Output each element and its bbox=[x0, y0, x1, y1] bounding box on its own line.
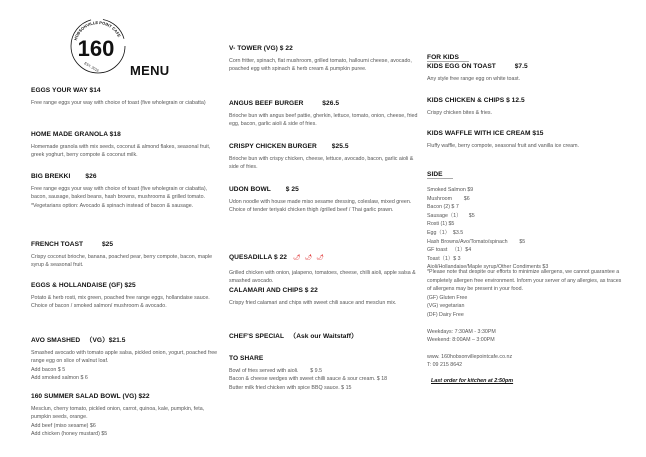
last-order-note: Last order for kitchen at 2:50pm bbox=[431, 377, 514, 384]
side-list bbox=[427, 186, 548, 272]
side-item: Mushroom $6 bbox=[427, 195, 470, 202]
item-heading: KIDS EGG ON TOAST $7.5 bbox=[427, 63, 528, 70]
contact-info bbox=[427, 353, 627, 370]
opening-hours bbox=[427, 328, 627, 345]
item-heading: BIG BREKKI $26 bbox=[31, 173, 97, 180]
description-line: Add chicken (honey mustard) $5 bbox=[31, 431, 108, 438]
description-line: Potato & herb rosti, mix green, poached free range eggs, hollandaise sauce. bbox=[31, 295, 210, 301]
menu-item bbox=[31, 241, 221, 270]
menu-item bbox=[229, 355, 424, 392]
description-line: Brioche bun with angus beef pattie, gherkin, lettuce, tomato, onion, cheese, fried egg, bacon, garlic aioli & side of fries. bbox=[229, 113, 419, 128]
item-heading: UDON BOWL $ 25 bbox=[229, 186, 299, 193]
item-description bbox=[229, 57, 424, 74]
description-line: Corn fritter, spinach, flat mushroom, grilled tomato, halloumi cheese, avocado, poached egg with spinach & herb cream & pumpkin puree. bbox=[229, 58, 414, 73]
description-line: Mesclun, cherry tomato, pickled onion, carrot, quinoa, kale, pumpkin, feta, pumpkin seeds, orange. bbox=[31, 406, 206, 421]
item-description bbox=[31, 294, 221, 311]
side-item: Sausage（1） $5 bbox=[427, 212, 475, 219]
description-line: Add smoked salmon $ 6 bbox=[31, 375, 88, 382]
for-kids-label: FOR KIDS bbox=[427, 54, 469, 62]
item-description bbox=[229, 269, 424, 286]
item-description bbox=[229, 198, 424, 215]
item-description bbox=[427, 142, 627, 150]
hours-line: Weekend: 8:00AM – 3:00PM bbox=[427, 337, 495, 344]
menu-item bbox=[427, 63, 627, 83]
notes bbox=[427, 268, 627, 384]
diet-legend bbox=[427, 294, 627, 320]
menu-item bbox=[229, 100, 424, 129]
legend-item: (DF) Dairy Free bbox=[427, 311, 464, 318]
item-description bbox=[229, 299, 424, 307]
menu-item bbox=[229, 143, 424, 172]
menu-item bbox=[229, 330, 424, 340]
menu-item bbox=[31, 131, 221, 160]
svg-text:HOBSONVILLE POINT CAFE: HOBSONVILLE POINT CAFE bbox=[72, 19, 122, 41]
item-description bbox=[31, 99, 221, 107]
menu-item bbox=[229, 186, 424, 215]
item-description bbox=[31, 405, 221, 439]
item-heading: EGGS YOUR WAY $14 bbox=[31, 87, 101, 94]
menu-item bbox=[427, 130, 627, 150]
description-line: Free range eggs your way with choice of toast (five wholegrain or ciabatta) bbox=[31, 100, 206, 106]
item-description bbox=[229, 112, 424, 129]
item-heading: EGGS & HOLLANDAISE (GF) $25 bbox=[31, 282, 136, 289]
description-line: Choice of tender teriyaki chicken thigh /grilled beef / Thai garlic prawn. bbox=[229, 207, 394, 214]
menu-item bbox=[229, 287, 424, 307]
item-description bbox=[31, 143, 221, 160]
item-heading: CHEF'S SPECIAL （Ask our Waitstaff） bbox=[229, 333, 358, 340]
side-item: Hash Browns/Avo/Tomato/spinach $5 bbox=[427, 238, 526, 245]
menu-item bbox=[31, 173, 221, 210]
menu-item bbox=[229, 246, 424, 286]
description-line: Crispy coconut brioche, banana, poached pear, berry compote, bacon, maple syrup & seasonal fruit. bbox=[31, 254, 214, 269]
description-line: Crispy chicken bites & fries. bbox=[427, 110, 493, 116]
item-heading: ANGUS BEEF BURGER $26.5 bbox=[229, 100, 340, 107]
side-item: Egg（1） $3.5 bbox=[427, 229, 464, 236]
side-item: Rosti (1) $5 bbox=[427, 221, 455, 228]
side-item: Bacon (2) $ 7 bbox=[427, 204, 459, 211]
description-line: Smashed avocado with tomato apple salsa, pickled onion, yogurt, poached free range egg on slice of walnut loaf. bbox=[31, 350, 219, 365]
item-heading: FRENCH TOAST $25 bbox=[31, 241, 114, 248]
item-heading: V- TOWER (VG) $ 22 bbox=[229, 45, 293, 52]
item-heading: AVO SMASHED （VG）$21.5 bbox=[31, 337, 126, 344]
item-heading: HOME MADE GRANOLA $18 bbox=[31, 131, 121, 138]
description-line: Bowl of fries served with aioli. $ 9.5 bbox=[229, 368, 323, 374]
description-line: Butter milk fried chicken with spice BBQ sauce. $ 15 bbox=[229, 384, 352, 391]
svg-text:EST. 2016: EST. 2016 bbox=[83, 61, 100, 73]
description-line: Fluffy waffle, berry compote, seasonal fruit and vanilla ice cream. bbox=[427, 143, 580, 149]
item-description bbox=[229, 367, 424, 392]
side-item: Smoked Salmon $9 bbox=[427, 187, 474, 193]
side-label: SIDE bbox=[427, 171, 453, 179]
item-heading: KIDS CHICKEN & CHIPS $ 12.5 bbox=[427, 97, 525, 104]
description-line: *Vegetarians option: Avocado & spinach instead of bacon & sausage. bbox=[31, 202, 194, 209]
description-line: Crispy fried calamari and chips with sweet chili sauce and mesclun mix. bbox=[229, 300, 397, 306]
description-line: Brioche bun with crispy chicken, cheese, lettuce, avocado, bacon, garlic aioli & side of fries. bbox=[229, 156, 415, 171]
allergen-note: *Please note that despite our efforts to minimize allergens, we cannot guarantee a completely allergen free environment. Inform your server of any allergies, as traces of allergens may be present in your food. bbox=[427, 269, 622, 293]
menu-item bbox=[229, 45, 424, 74]
item-heading: 160 SUMMER SALAD BOWL (VG) $22 bbox=[31, 393, 150, 400]
description-line: Bacon & cheese wedges with sweet chilli sauce & sour cream. $ 18 bbox=[229, 376, 388, 383]
description-line: Add beef (miso sesame) $6 bbox=[31, 422, 96, 429]
menu-item bbox=[427, 97, 627, 117]
hours-line: Weekdays: 7:30AM - 3:30PM bbox=[427, 328, 496, 335]
side-item: Aioli/Hollandaise/Maple syrup/Other Condiments $3 bbox=[427, 264, 549, 271]
side-item: Toast（1）$ 3 bbox=[427, 255, 461, 262]
description-line: Free range eggs your way with choice of toast (five wholegrain or ciabatta), bacon, sausage, baked beans, hash browns, mushrooms & grilled tomato. bbox=[31, 186, 209, 201]
item-heading: QUESADILLA $ 22 bbox=[229, 254, 288, 261]
item-description bbox=[31, 349, 221, 383]
description-line: Udon noodle with house made miso sesame dressing, coleslaw, mixed green. bbox=[229, 199, 412, 205]
contact-line: T: 09 215 8642 bbox=[427, 362, 463, 369]
menu-item bbox=[31, 393, 221, 439]
item-description bbox=[31, 185, 221, 210]
description-line: Grilled chicken with onion, jalapeno, tomatoes, cheese, chilli aioli, apple salsa & smashed avocado. bbox=[229, 270, 418, 285]
menu-item bbox=[31, 282, 221, 311]
item-description bbox=[427, 109, 627, 117]
description-line: Homemade granola with mix seeds, coconut & almond flakes, seasonal fruit, greek yoghurt, berry compote & coconut milk. bbox=[31, 144, 212, 159]
svg-text:160: 160 bbox=[77, 36, 115, 61]
side-section bbox=[427, 163, 548, 272]
menu-title: MENU bbox=[130, 63, 170, 78]
item-heading: KIDS WAFFLE WITH ICE CREAM $15 bbox=[427, 130, 544, 137]
menu-item bbox=[31, 334, 221, 383]
menu-item bbox=[31, 87, 221, 107]
item-heading: CALAMARI AND CHIPS $ 22 bbox=[229, 287, 318, 294]
description-line: Choice of bacon / smoked salmon/ mushroom & avocado. bbox=[31, 303, 167, 310]
chili-icon: 🌶🌶🌶 bbox=[293, 255, 328, 261]
contact-line: www. 160hobsonvillepointcafe.co.nz bbox=[427, 353, 513, 360]
legend-item: (GF) Gluten Free bbox=[427, 294, 468, 301]
item-heading: CRISPY CHICKEN BURGER $25.5 bbox=[229, 143, 349, 150]
item-description bbox=[31, 253, 221, 270]
item-description bbox=[229, 155, 424, 172]
cafe-logo bbox=[66, 14, 130, 83]
side-item: GF toast （1）$4 bbox=[427, 247, 472, 254]
description-line: Add bacon $ 5 bbox=[31, 366, 66, 373]
item-heading: TO SHARE bbox=[229, 355, 264, 362]
section-label-for-kids bbox=[427, 46, 469, 64]
item-description bbox=[427, 75, 627, 83]
legend-item: (VG) vegetarian bbox=[427, 303, 465, 310]
description-line: Any style free range egg on white toast. bbox=[427, 76, 521, 82]
